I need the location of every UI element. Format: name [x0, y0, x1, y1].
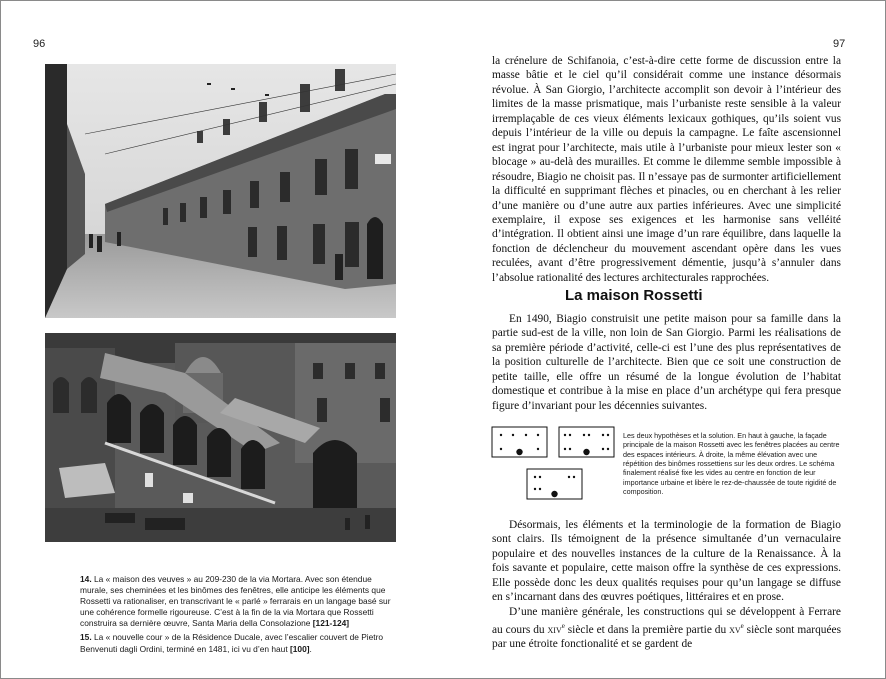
section-heading: La maison Rossetti [565, 287, 703, 304]
page-number-right: 97 [833, 38, 846, 50]
via-mortara-photo [45, 64, 396, 318]
diagram-caption [623, 431, 845, 496]
diagram-box-3 [527, 469, 582, 499]
paragraph-text: En 1490, Biagio construisit une petite maison pour sa famille dans la partie sud-est de la ville, non loin de San Giorgio. Parmi les réalisations de sa première période d’activité, celle-ci est l’une des plus représentatives de la position culturelle de l’architecte. Bien que ce soit une construction de petite taille, elle offre un résumé de la longue évolution de l’habitat domestique et contribue à la mise en place d’un archétype qui fera presque figure d’invariant pour les décennies suivantes. [492, 313, 841, 412]
paragraph-text: siècle sont marquées par une étroite fonctionalité et se gardent de [492, 623, 842, 651]
paragraph-4 [492, 605, 841, 652]
paragraph-text: siècle et dans la première partie du [564, 623, 730, 636]
body-paragraph-2 [492, 312, 841, 413]
caption-number: 15. [80, 632, 92, 643]
photo-captions [80, 574, 400, 658]
diagram-box-1 [492, 427, 547, 457]
nouvelle-cour-photo [45, 333, 396, 542]
superscript: e [740, 622, 744, 631]
caption-text: La « maison des veuves » au 209-230 de la via Mortara. Avec son étendue murale, ses cheminées et les binômes des fenêtres, elle anticipe les éléments que Rossetti va rationaliser, en transcrivant le « parlé » ferrarais en un langage basé sur une cohérence formelle rigoureuse. C’est à la fin de la via Mortara que Rossetti construira sa dernière œuvre, Santa Maria della Consolazione [80, 574, 391, 629]
caption-end: . [309, 643, 312, 654]
diagram-caption-text: Les deux hypothèses et la solution. En haut à gauche, la façade principale de la maison Rossetti avec les fenêtres placées au centre des espaces intérieurs. À droite, la même élévation avec une répétition des binômes rossettiens sur les deux ordres. Le schéma finalement réalisé fixe les vides au centre en fonction de leur importance urbaine et libère le rez-de-chaussée de toute rigidité de composition. [623, 431, 840, 497]
body-paragraph-1 [492, 54, 841, 285]
caption-15 [80, 632, 400, 654]
diagram-box-2 [559, 427, 614, 457]
page-number-left: 96 [33, 38, 46, 50]
superscript: e [561, 622, 565, 631]
caption-reference: [121-124] [312, 618, 350, 629]
photograph-icon [45, 333, 396, 542]
caption-14 [80, 574, 400, 629]
caption-number: 14. [80, 574, 92, 584]
facade-diagrams [491, 425, 616, 505]
paragraph-text: Désormais, les éléments et la terminologie de la formation de Biagio sont clairs. Ils témoignent de la présence simultanée d’un vernaculaire populaire et des nouvelles instances de la culture de la Renaissance. À la fois savante et populaire, cette maison offre la synthèse de ces expressions. Elle possède donc les deux qualités requises pour qu’un langage se diffuse en s’incarnant dans des œuvres poétiques, littéraires et en prose. [492, 519, 841, 604]
paragraph-text: D’une manière générale, les constructions qui se développent à Ferrare au cours du [492, 605, 841, 636]
facade-diagram-icon [491, 425, 616, 505]
paragraph-text: la crénelure de Schifanoia, c’est-à-dire cette forme de discussion entre la masse bâtie et le ciel qu’il considérait comme une instance désormais révolue. À San Giorgio, l’architecte accomplit son devoir à l’intérieur des limites de la masse prismatique, mais l’urbaniste reste sensible à la valeur irremplaçable de ces vieux éléments lexicaux gothiques, qu’ils soient vus depuis l’intérieur de la ville ou depuis la campagne. Le faîte ascensionnel est ingrat pour l’architecte, mais utile à l’urbaniste pour mieux lester son « blocage » au-delà des murailles. Et comme le dilemme semble impossible à résoudre, Biagio ne choisit pas. Il n’essaye pas de surmonter artificiellement la difficulté en supprimant flèches et pinacles, ou en cherchant à les relier d’une manière ou d’une autre aux parties inférieures. Avec une simplicité exemplaire, il expose ses exigences et les harmonise sans velléité d’intégration. Il obtient ainsi une image d’un rare équilibre, dans laquelle la fonction de déclencheur du mouvement ascendant opère dans les vues reculées, avant d’être progressivement démentie, jusqu’à s’annuler dans l’absolue rationalité des lectures architecturales rapprochées. [492, 55, 841, 284]
photograph-icon [45, 64, 396, 318]
century-numeral: xiv [547, 623, 562, 636]
caption-text: La « nouvelle cour » de la Résidence Ducale, avec l’escalier couvert de Pietro Benvenuti dagli Ordini, terminé en 1481, ici vu d’en haut [80, 632, 384, 654]
caption-reference: [100] [289, 643, 310, 654]
century-numeral: xv [729, 623, 741, 636]
body-paragraph-3 [492, 518, 841, 652]
